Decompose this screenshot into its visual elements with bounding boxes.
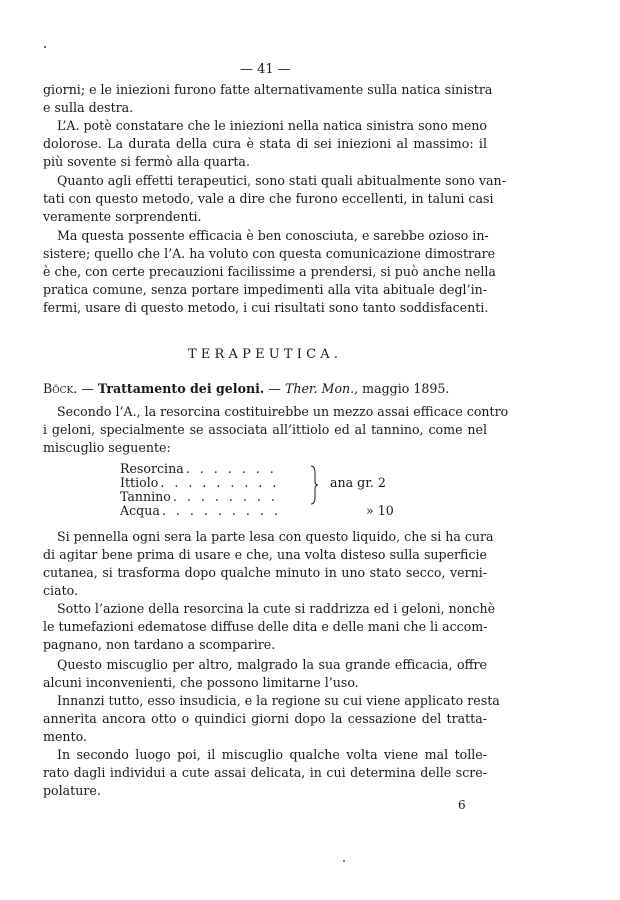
text-line: pratica comune, senza portare impedimenti alla vita abituale degl’in- [43, 282, 487, 297]
text-line: alcuni inconvenienti, che possono limitarne l’uso. [43, 675, 359, 690]
article-dash: — [264, 381, 285, 396]
text-line: sistere; quello che l’A. ha voluto con questa comunicazione dimostrare [43, 246, 496, 261]
text-line: i geloni, specialmente se associata all’ittiolo ed al tannino, come nel [43, 422, 487, 437]
text-line: mento. [43, 729, 87, 744]
print-speck [44, 46, 46, 48]
brace-icon [310, 465, 318, 505]
text-line: Ma questa possente efficacia è ben conosciuta, e sarebbe ozioso in- [57, 228, 489, 243]
text-line: più sovente si fermò alla quarta. [43, 154, 250, 169]
signature-mark: 6 [458, 798, 466, 812]
text-line: Quanto agli effetti terapeutici, sono stati quali abitualmente sono van- [57, 173, 506, 188]
text-line: fermi, usare di questo metodo, i cui risultati sono tanto soddisfacenti. [43, 300, 489, 315]
recipe-item: Tannino [120, 489, 171, 504]
article-author: Böck. [43, 381, 78, 396]
article-dash: — [77, 381, 98, 396]
text-line: pagnano, non tardano a scomparire. [43, 637, 276, 652]
section-title: TERAPEUTICA. [188, 347, 343, 362]
text-line: dolorose. La durata della cura è stata di sei iniezioni al massimo: il [43, 136, 487, 151]
recipe-quantity: » 10 [366, 503, 394, 518]
text-line: Innanzi tutto, esso insudicia, e la regione su cui viene applicato resta [57, 693, 500, 708]
text-line: rato dagli individui a cute assai delicata, in cui determina delle scre- [43, 765, 487, 780]
text-line: In secondo luogo poi, il miscuglio qualche volta viene mal tolle- [57, 747, 487, 762]
text-line: è che, con certe precauzioni facilissime a prendersi, si può anche nella [43, 264, 496, 279]
text-line: Secondo l’A., la resorcina costituirebbe un mezzo assai efficace contro [57, 404, 509, 419]
article-date: maggio 1895. [358, 381, 450, 396]
text-line: Sotto l’azione della resorcina la cute si raddrizza ed i geloni, nonchè [57, 601, 496, 616]
leader-dots: . . . . . . . [185, 461, 277, 476]
leader-dots: . . . . . . . . [172, 489, 278, 504]
leader-dots: . . . . . . . . . [160, 475, 280, 490]
text-line: annerita ancora otto o quindici giorni dopo la cessazione del tratta- [43, 711, 487, 726]
recipe-quantity: ana gr. 2 [330, 475, 386, 490]
text-line: Questo miscuglio per altro, malgrado la sua grande efficacia, offre [57, 657, 487, 672]
recipe-row [120, 503, 281, 519]
text-line: e sulla destra. [43, 100, 134, 115]
text-line: miscuglio seguente: [43, 440, 171, 455]
text-line: le tumefazioni edematose diffuse delle dita e delle mani che li accom- [43, 619, 488, 634]
leader-dots: . . . . . . . . . [161, 503, 281, 518]
text-line: giorni; e le iniezioni furono fatte alternativamente sulla natica sinistra [43, 82, 493, 97]
recipe-item: Ittiolo [120, 475, 159, 490]
text-line: ciato. [43, 583, 79, 598]
text-line: tati con questo metodo, vale a dire che furono eccellenti, in taluni casi [43, 191, 494, 206]
print-speck [343, 860, 345, 862]
text-line: polature. [43, 783, 101, 798]
text-line: veramente sorprendenti. [43, 209, 202, 224]
text-line: di agitar bene prima di usare e che, una volta disteso sulla superficie [43, 547, 487, 562]
article-title: Trattamento dei geloni. [97, 381, 265, 396]
recipe-item: Acqua [120, 503, 160, 518]
recipe-item: Resorcina [120, 461, 184, 476]
article-heading [43, 381, 449, 397]
text-line: Si pennella ogni sera la parte lesa con questo liquido, che si ha cura [57, 529, 494, 544]
page-number: — 41 — [240, 62, 291, 77]
text-line: cutanea, si trasforma dopo qualche minuto in uno stato secco, verni- [43, 565, 487, 580]
text-line: L’A. potè constatare che le iniezioni nella natica sinistra sono meno [57, 118, 487, 133]
article-journal: Ther. Mon., [284, 381, 359, 396]
